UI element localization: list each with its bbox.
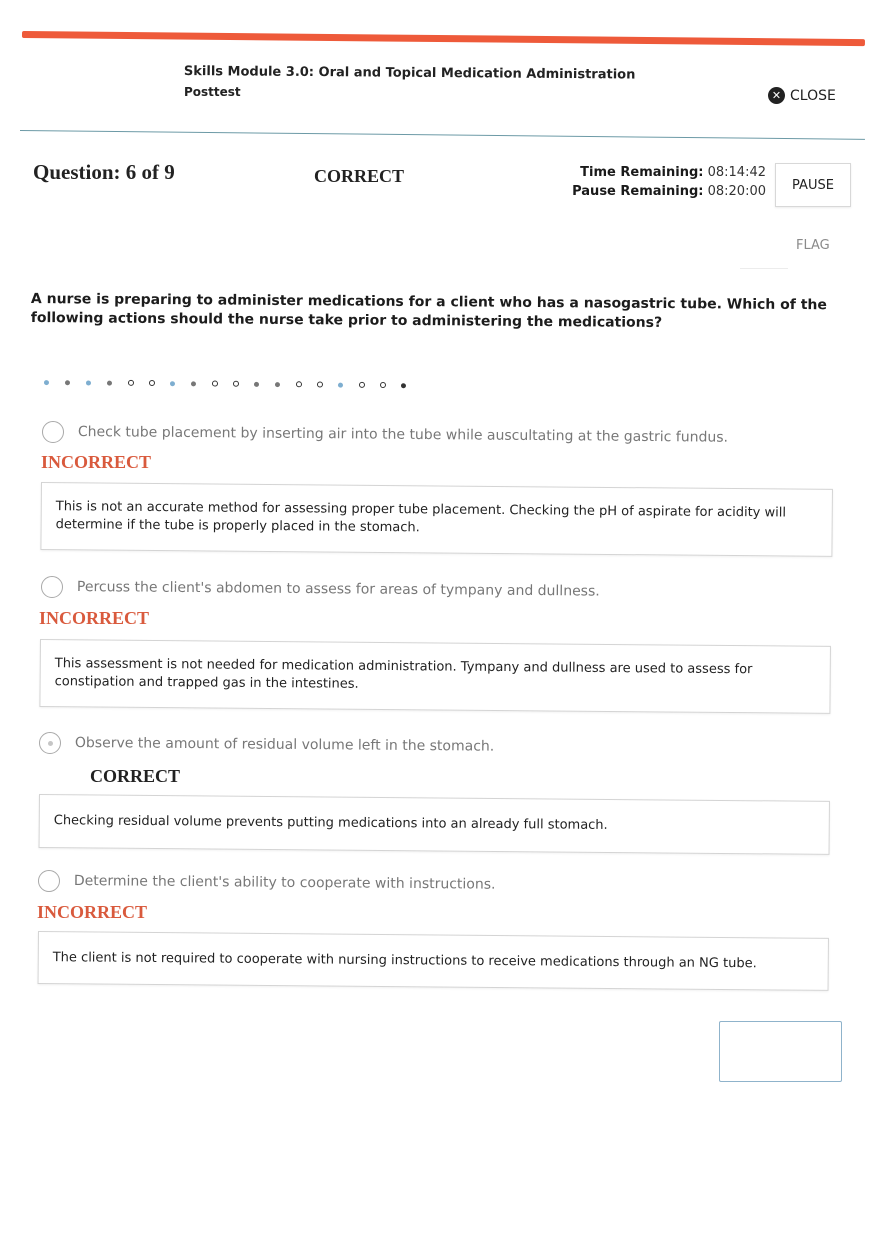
pause-remaining-label: Pause Remaining: (572, 184, 704, 199)
close-icon: ✕ (768, 87, 785, 104)
progress-dot[interactable] (78, 377, 99, 387)
close-button[interactable] (768, 87, 836, 104)
option-1-result: INCORRECT (41, 452, 152, 472)
progress-dot[interactable] (183, 378, 204, 388)
timers (560, 163, 766, 201)
option-4-feedback-text: The client is not required to cooperate with nursing instructions to receive medications through an NG tube. (52, 949, 757, 971)
answer-status: CORRECT (314, 166, 405, 186)
progress-dot[interactable] (57, 377, 78, 387)
option-3-result: CORRECT (90, 766, 181, 786)
pause-remaining-value: 08:20:00 (707, 184, 766, 199)
progress-dot[interactable] (204, 378, 225, 388)
flag-underline (740, 268, 788, 269)
progress-dot[interactable] (225, 379, 246, 389)
progress-dot[interactable] (372, 380, 393, 390)
top-accent-bar (22, 31, 865, 46)
progress-dot[interactable] (309, 379, 330, 389)
progress-dot[interactable] (36, 377, 57, 387)
option-1-radio[interactable] (42, 421, 64, 443)
option-2-text[interactable]: Percuss the client's abdomen to assess for areas of tympany and dullness. (76, 579, 600, 600)
time-remaining-value: 08:14:42 (707, 165, 766, 180)
next-button[interactable] (719, 1021, 842, 1082)
progress-dot[interactable] (267, 379, 288, 389)
option-1-text[interactable]: Check tube placement by inserting air into the tube while auscultating at the gastric fundus. (77, 424, 729, 446)
pause-button[interactable]: PAUSE (775, 163, 851, 207)
close-label: CLOSE (790, 87, 836, 104)
progress-dot[interactable] (162, 378, 183, 388)
option-3-text[interactable]: Observe the amount of residual volume left in the stomach. (74, 735, 495, 755)
option-4-text[interactable]: Determine the client's ability to cooperate with instructions. (73, 873, 496, 893)
progress-dot[interactable] (288, 379, 309, 389)
progress-dot[interactable] (99, 378, 120, 388)
option-1-feedback-text: This is not an accurate method for assessing proper tube placement. Checking the pH of aspirate for acidity will determine if the tube is properly placed in the stomach. (55, 499, 787, 536)
question-progress-dots (36, 377, 414, 390)
option-2-feedback (39, 639, 831, 714)
option-1-feedback (40, 482, 833, 557)
question-counter: Question: 6 of 9 (33, 160, 175, 184)
progress-dot[interactable] (141, 378, 162, 388)
option-4-feedback (38, 931, 829, 991)
option-3-feedback-text: Checking residual volume prevents putting medications into an already full stomach. (53, 813, 608, 833)
option-3-radio[interactable] (39, 732, 61, 754)
progress-dot[interactable] (351, 380, 372, 390)
time-remaining (560, 163, 766, 182)
option-4-result: INCORRECT (37, 902, 148, 922)
module-subtitle: Posttest (184, 85, 241, 99)
flag-button[interactable]: FLAG (796, 238, 830, 253)
time-remaining-label: Time Remaining: (580, 165, 704, 180)
question-text: A nurse is preparing to administer medications for a client who has a nasogastric tube. Which of the following actions should the nurse take prior to administering the medications? (30, 290, 827, 331)
option-2-radio[interactable] (41, 576, 63, 598)
option-2-result: INCORRECT (39, 608, 150, 628)
progress-dot[interactable] (246, 379, 267, 389)
module-title: Skills Module 3.0: Oral and Topical Medication Administration (183, 64, 636, 83)
progress-dot[interactable] (330, 380, 351, 390)
progress-dot[interactable] (393, 380, 414, 390)
pause-remaining (560, 182, 766, 201)
progress-dot[interactable] (120, 378, 141, 388)
option-2-feedback-text: This assessment is not needed for medication administration. Tympany and dullness are used to assess for constipation and trapped gas in the intestines. (54, 656, 753, 692)
header-divider (20, 130, 865, 140)
option-4-radio[interactable] (38, 870, 60, 892)
option-3-feedback (39, 794, 830, 855)
